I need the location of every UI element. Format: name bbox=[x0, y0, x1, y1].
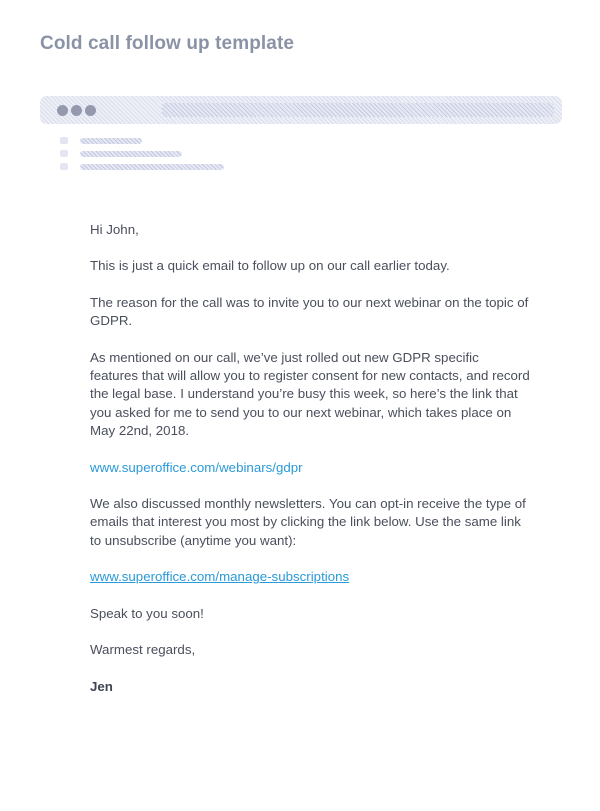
email-body bbox=[90, 221, 530, 696]
header-line-placeholder bbox=[80, 164, 224, 170]
email-closing: Speak to you soon! bbox=[90, 605, 204, 621]
email-paragraph: As mentioned on our call, we’ve just rolled out new GDPR specific features that will allow you to register consent for new contacts, and record the legal base. I understand you’re busy this week, so here’s the link that you asked for me to send you to our next webinar, which takes place on May 22nd, 2018. bbox=[90, 349, 530, 439]
window-controls bbox=[57, 105, 96, 116]
window-maximize-dot-icon[interactable] bbox=[85, 105, 96, 116]
email-header-from-placeholder bbox=[60, 137, 142, 144]
email-signature: Jen bbox=[90, 678, 113, 694]
header-bullet-icon bbox=[60, 163, 68, 170]
header-bullet-icon bbox=[60, 150, 68, 157]
header-line-placeholder bbox=[80, 138, 142, 144]
window-close-dot-icon[interactable] bbox=[57, 105, 68, 116]
header-bullet-icon bbox=[60, 137, 68, 144]
webinar-link[interactable]: www.superoffice.com/webinars/gdpr bbox=[90, 459, 303, 475]
email-header-subject-placeholder bbox=[60, 163, 224, 170]
window-minimize-dot-icon[interactable] bbox=[71, 105, 82, 116]
email-paragraph: The reason for the call was to invite you to our next webinar on the topic of GDPR. bbox=[90, 294, 529, 329]
email-greeting: Hi John, bbox=[90, 222, 139, 237]
email-window-toolbar bbox=[40, 96, 562, 124]
email-paragraph: We also discussed monthly newsletters. You can opt-in receive the type of emails that interest you most by clicking the link below. Use the same link to unsubscribe (anytime you want): bbox=[90, 496, 526, 548]
page-title: Cold call follow up template bbox=[40, 33, 295, 54]
header-line-placeholder bbox=[80, 151, 182, 157]
manage-subscriptions-link[interactable]: www.superoffice.com/manage-subscriptions bbox=[90, 569, 350, 585]
address-bar-placeholder bbox=[162, 103, 554, 117]
email-paragraph: This is just a quick email to follow up on our call earlier today. bbox=[90, 258, 450, 274]
email-signoff: Warmest regards, bbox=[90, 642, 196, 658]
email-header-to-placeholder bbox=[60, 150, 182, 157]
